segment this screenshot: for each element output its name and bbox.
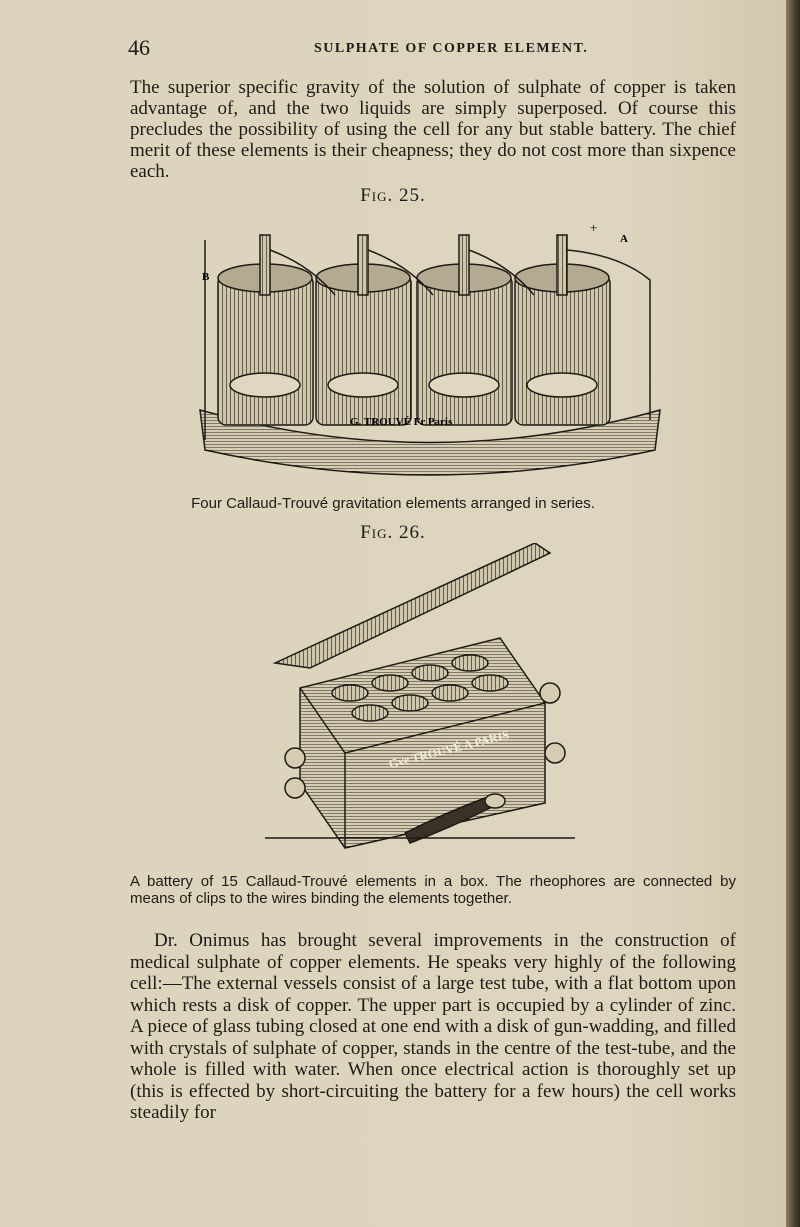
figure-26-caption: A battery of 15 Callaud-Trouvé elements in a box. The rheophores are connected by means of clips to the wires binding the elements together. <box>130 873 736 907</box>
label-plus: + <box>590 220 598 235</box>
figure-26-label: Fig. 26. <box>360 522 426 543</box>
paragraph-1: The superior specific gravity of the solution of sulphate of copper is taken advantage of, and the two liquids are simply superposed. Of course this precludes the possibility of using the cell for any but stable battery. The chief merit of these elements is their cheapness; they do not cost more than sixpence each. <box>130 77 736 182</box>
label-b: B <box>202 271 210 283</box>
running-head <box>128 35 728 61</box>
figure-25-caption: Four Callaud-Trouvé gravitation elements arranged in series. <box>191 495 595 512</box>
label-a: A <box>620 233 628 245</box>
paragraph-2-text: Dr. Onimus has brought several improvements in the construction of medical sulphate of copper elements. He speaks very highly of the following cell:—The external vessels consist of a large test tube, with a flat bottom upon which rests a disk of copper. The upper part is occupied by a cylinder of zinc. A piece of glass tubing closed at one end with a disk of gun-wadding, and filled with crystals of sulphate of copper, stands in the centre of the test-tube, and the whole is filled with water. When once electrical action is thoroughly set up (this is effected by short-circuiting the battery for a few hours) the cell works steadily for <box>130 930 736 1123</box>
running-head-title: SULPHATE OF COPPER ELEMENT. <box>314 41 589 56</box>
figure-25-engraving <box>190 210 670 490</box>
page-edge <box>786 0 800 1227</box>
page-number: 46 <box>128 35 150 60</box>
paragraph-2 <box>130 930 736 1124</box>
maker-mark: G. TROUVÉ Fr Paris <box>350 416 453 428</box>
figure-25-label: Fig. 25. <box>360 185 426 206</box>
figure-26-engraving <box>255 543 580 858</box>
box-maker-mark: Gve TROUVÉ A PARIS <box>387 727 511 771</box>
